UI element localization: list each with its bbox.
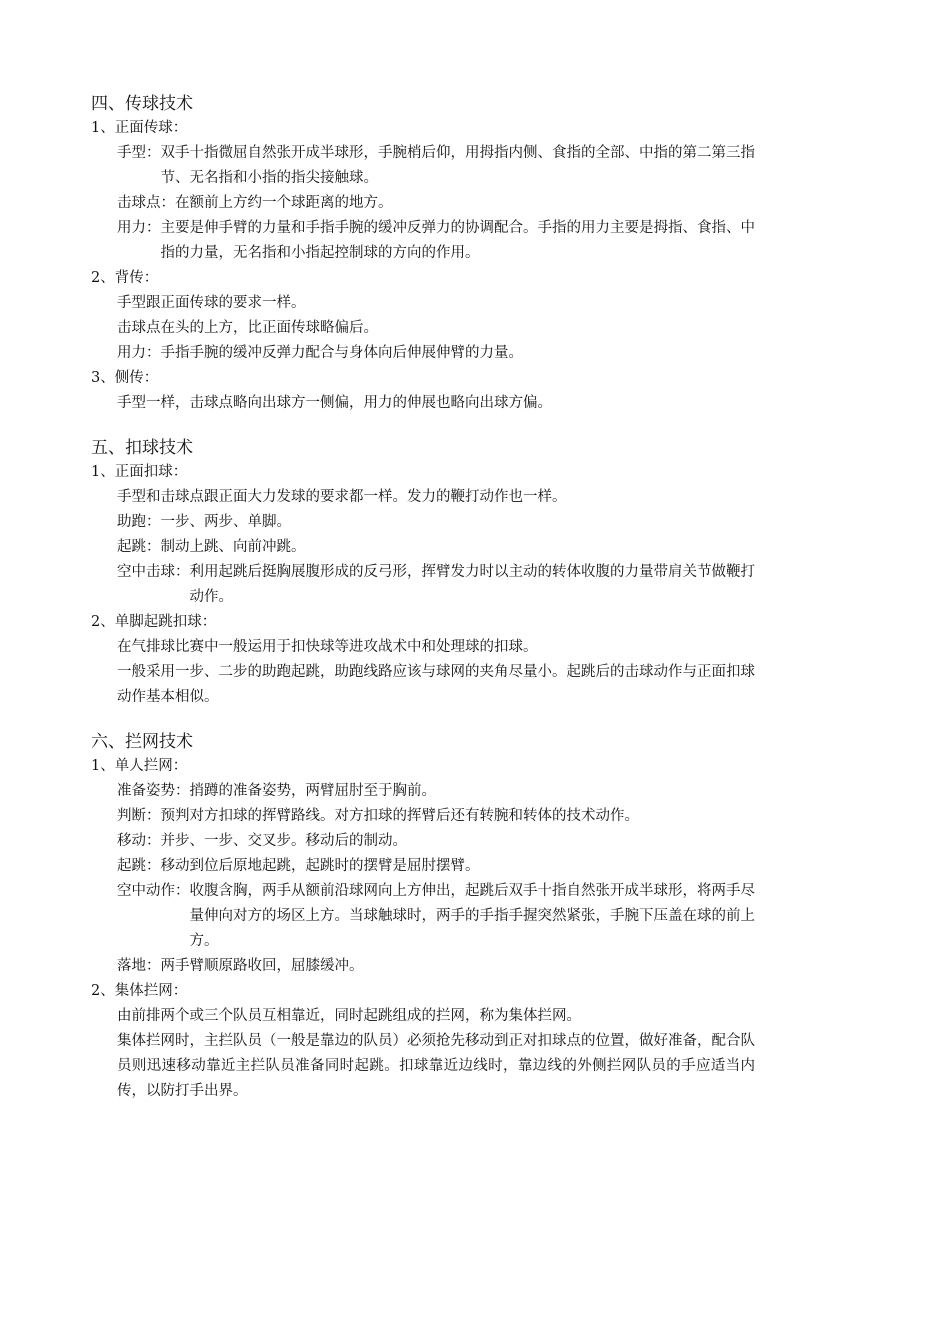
item-line: 由前排两个或三个队员互相靠近，同时起跳组成的拦网，称为集体拦网。 — [117, 1008, 581, 1024]
item-line: 手型一样，击球点略向出球方一侧偏，用力的伸展也略向出球方偏。 — [117, 395, 552, 411]
subsection-title: 1、单人拦网： — [91, 758, 188, 774]
item-line: 击球点：在额前上方约一个球距离的地方。 — [117, 195, 393, 211]
item-line: 移动：并步、一步、交叉步。移动后的制动。 — [117, 833, 407, 849]
item-label: 空中动作： — [117, 883, 190, 899]
item-line: 判断：预判对方扣球的挥臂路线。对方扣球的挥臂后还有转腕和转体的技术动作。 — [117, 808, 639, 824]
hanging-item — [117, 879, 755, 954]
section-spiking — [91, 436, 755, 710]
item-line: 手型跟正面传球的要求一样。 — [117, 295, 306, 311]
subsection-title: 3、侧传： — [91, 370, 159, 386]
item-text: 主要是伸手臂的力量和手指手腕的缓冲反弹力的协调配合。手指的用力主要是拇指、食指、中指的力量，无名指和小指起控制球的方向的作用。 — [160, 220, 755, 261]
item-line: 手型和击球点跟正面大力发球的要求都一样。发力的鞭打动作也一样。 — [117, 489, 567, 505]
item-paragraph: 集体拦网时，主拦队员（一般是靠边的队员）必须抢先移动到正对扣球点的位置，做好准备，配合队员则迅速移动靠近主拦队员准备同时起跳。扣球靠近边线时，靠边线的外侧拦网队员的手应适当内传，以防打手出界。 — [117, 1033, 755, 1099]
subsection-title: 2、集体拦网： — [91, 983, 188, 999]
item-paragraph: 一般采用一步、二步的助跑起跳，助跑线路应该与球网的夹角尽量小。起跳后的击球动作与正面扣球动作基本相似。 — [117, 664, 755, 705]
section-title: 五、扣球技术 — [91, 438, 193, 458]
section-title: 四、传球技术 — [91, 94, 193, 114]
item-line: 落地：两手臂顺原路收回，屈膝缓冲。 — [117, 958, 364, 974]
subsection-title: 2、单脚起跳扣球： — [91, 614, 217, 630]
hanging-item — [117, 141, 755, 191]
item-line: 击球点在头的上方，比正面传球略偏后。 — [117, 320, 378, 336]
item-text: 收腹含胸，两手从额前沿球网向上方伸出，起跳后双手十指自然张开成半球形，将两手尽量伸向对方的场区上方。当球触球时，两手的手指手握突然紧张，手腕下压盖在球的前上方。 — [189, 883, 755, 949]
item-label: 空中击球： — [117, 564, 190, 580]
item-text: 双手十指微屈自然张开成半球形，手腕梢后仰，用拇指内侧、食指的全部、中指的第二第三指节、无名指和小指的指尖接触球。 — [160, 145, 755, 186]
section-title: 六、拦网技术 — [91, 732, 193, 752]
item-line: 准备姿势：捎蹲的准备姿势，两臂屈肘至于胸前。 — [117, 783, 436, 799]
section-blocking — [91, 730, 755, 1104]
subsection-title: 1、正面传球： — [91, 120, 188, 136]
subsection-title: 2、背传： — [91, 270, 159, 286]
item-label: 手型： — [117, 145, 161, 161]
hanging-item — [117, 216, 755, 266]
document-page — [91, 92, 755, 1104]
hanging-item — [117, 560, 755, 610]
item-line: 助跑：一步、两步、单脚。 — [117, 514, 291, 530]
item-line: 起跳：移动到位后原地起跳，起跳时的摆臂是屈肘摆臂。 — [117, 858, 480, 874]
section-passing — [91, 92, 755, 416]
subsection-title: 1、正面扣球： — [91, 464, 188, 480]
item-line: 在气排球比赛中一般运用于扣快球等进攻战术中和处理球的扣球。 — [117, 639, 538, 655]
item-line: 起跳：制动上跳、向前冲跳。 — [117, 539, 306, 555]
item-line: 用力：手指手腕的缓冲反弹力配合与身体向后伸展伸臂的力量。 — [117, 345, 523, 361]
item-text: 利用起跳后挺胸展腹形成的反弓形，挥臂发力时以主动的转体收腹的力量带肩关节做鞭打动作。 — [189, 564, 755, 605]
item-label: 用力： — [117, 220, 161, 236]
